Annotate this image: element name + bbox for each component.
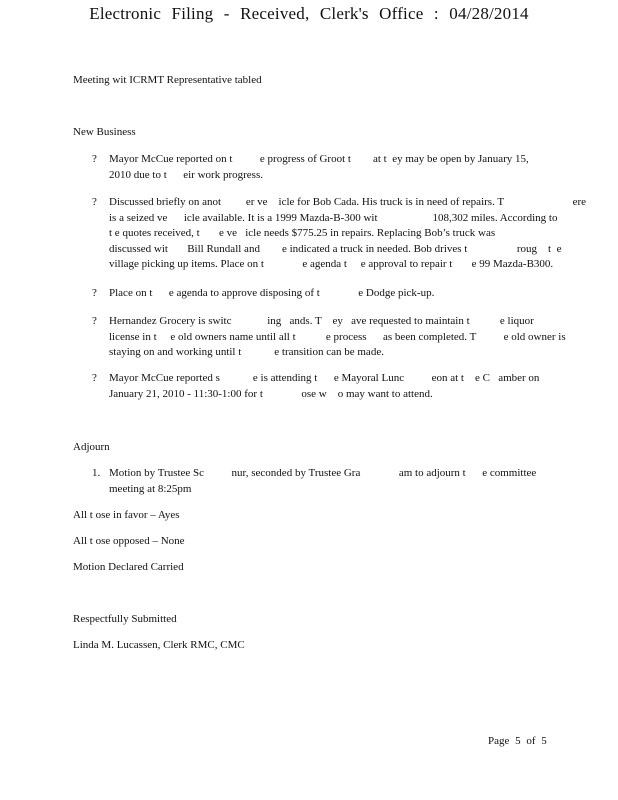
bullet-marker: ? — [92, 372, 97, 384]
respectfully-submitted: Respectfully Submitted — [73, 613, 177, 625]
list-item — [92, 314, 566, 361]
vote-result: Motion Declared Carried — [73, 561, 184, 573]
list-item — [92, 466, 536, 497]
list-item — [92, 371, 539, 402]
page-number: Page 5 of 5 — [488, 735, 547, 747]
meeting-line: Meeting wit ICRMT Representative tabled — [73, 74, 262, 86]
bullet-marker: ? — [92, 196, 97, 208]
new-business-heading: New Business — [73, 126, 136, 138]
bullet-marker: ? — [92, 315, 97, 327]
vote-favor: All t ose in favor – Ayes — [73, 509, 180, 521]
list-item — [92, 152, 529, 183]
bullet-marker: ? — [92, 153, 97, 165]
number-marker: 1. — [92, 467, 101, 479]
vote-opposed: All t ose opposed – None — [73, 535, 185, 547]
list-item-text: Hernandez Grocery is switc ing ands. T ey ave requested to maintain t e liquor license in t e old owners name until all t e process as been completed. T e old owner is staying on and working until t e transition can be made. — [109, 315, 566, 358]
adjourn-heading: Adjourn — [73, 441, 110, 453]
clerk-signature: Linda M. Lucassen, Clerk RMC, CMC — [73, 639, 245, 651]
list-item — [92, 195, 586, 273]
list-item — [92, 286, 434, 302]
list-item-text: Motion by Trustee Sc nur, seconded by Trustee Gra am to adjourn t e committee meeting at 8:25pm — [109, 467, 537, 495]
list-item-text: Mayor McCue reported on t e progress of Groot t at t ey may be open by January 15, 2010 due to t eir work progress. — [109, 153, 529, 181]
list-item-text: Place on t e agenda to approve disposing of t e Dodge pick-up. — [109, 287, 435, 299]
list-item-text: Discussed briefly on anot er ve icle for Bob Cada. His truck is in need of repairs. T ere is a seized ve icle available. It is a 1999 Mazda-B-300 wit 108,302 miles. According to t e quotes received, t e ve icle needs $775.25 in repairs. Replacing Bob’s truck was discussed wit Bill Rundall and e indicated a truck in needed. Bob drives t roug t e village picking up items. Place on t e agenda t e approval to repair t e 99 Mazda-B300. — [109, 196, 587, 270]
filing-header: Electronic Filing - Received, Clerk's Office : 04/28/2014 — [89, 4, 529, 23]
bullet-marker: ? — [92, 287, 97, 299]
list-item-text: Mayor McCue reported s e is attending t e Mayoral Lunc eon at t e C amber on January 21, 2010 - 11:30-1:00 for t ose w o may want to attend. — [109, 372, 540, 400]
